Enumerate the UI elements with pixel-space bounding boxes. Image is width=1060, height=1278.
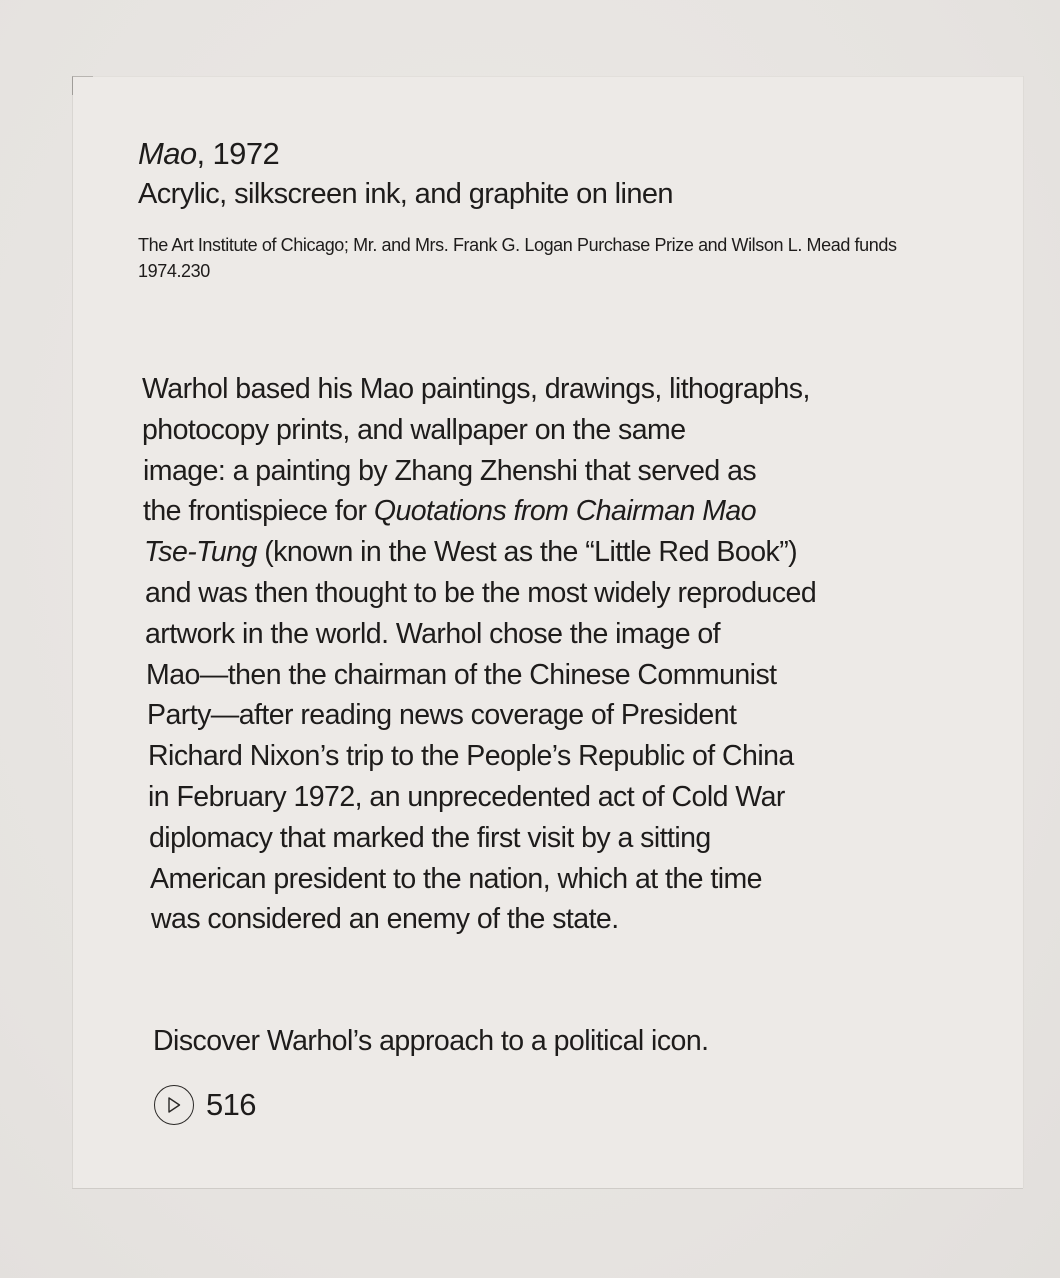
text-segment: and was then thought to be the most widely reproduced: [145, 576, 817, 609]
italic-title-segment: Tse-Tung: [144, 536, 257, 569]
credit-line: The Art Institute of Chicago; Mr. and Mrs. Frank G. Logan Purchase Prize and Wilson L. Mead funds 1974.230: [138, 235, 897, 281]
text-segment: (known in the West as the “Little Red Book”): [256, 536, 798, 569]
play-triangle-icon: [166, 1096, 182, 1114]
body-line: [0, 777, 1060, 818]
body-line: [0, 695, 1060, 736]
text-segment: image: a painting by Zhang Zhenshi that served as: [143, 454, 757, 487]
body-line: [0, 655, 1060, 696]
text-segment: Warhol based his Mao paintings, drawings, lithographs,: [142, 373, 810, 405]
text-segment: Richard Nixon’s trip to the People’s Republic of China: [148, 740, 794, 773]
text-segment: Mao—then the chairman of the Chinese Communist: [146, 658, 777, 691]
text-segment: the frontispiece for: [143, 495, 374, 528]
italic-title-segment: Quotations from Chairman Mao: [373, 495, 757, 528]
text-segment: Party—after reading news coverage of President: [147, 699, 737, 732]
body-line: [0, 491, 1060, 532]
body-line: [0, 532, 1060, 573]
audio-prompt: Discover Warhol’s approach to a political icon.: [153, 1025, 709, 1057]
body-line: [0, 410, 1060, 451]
audio-stop-number: 516: [206, 1087, 256, 1122]
body-line: [0, 369, 1060, 410]
interpretive-text: [0, 369, 1060, 940]
artwork-title-year: , 1972: [196, 136, 280, 171]
body-line: [0, 573, 1060, 614]
artwork-medium: Acrylic, silkscreen ink, and graphite on linen: [138, 178, 673, 210]
body-line: [0, 899, 1060, 940]
text-segment: American president to the nation, which at the time: [150, 862, 762, 895]
text-segment: diplomacy that marked the first visit by a sitting: [149, 821, 711, 854]
body-line: [0, 736, 1060, 777]
text-segment: artwork in the world. Warhol chose the image of: [145, 617, 721, 650]
body-line: [0, 614, 1060, 655]
audio-guide-stop[interactable]: [154, 1085, 256, 1125]
panel-corner-edge: [72, 76, 93, 95]
artwork-title-name: Mao: [138, 136, 197, 171]
body-line: [0, 451, 1060, 492]
text-segment: photocopy prints, and wallpaper on the same: [142, 413, 686, 446]
body-line: [0, 818, 1060, 859]
artwork-title: [138, 134, 279, 174]
body-line: [0, 859, 1060, 900]
play-icon[interactable]: [154, 1085, 194, 1125]
text-segment: was considered an enemy of the state.: [151, 903, 619, 936]
text-segment: in February 1972, an unprecedented act of Cold War: [148, 780, 785, 813]
